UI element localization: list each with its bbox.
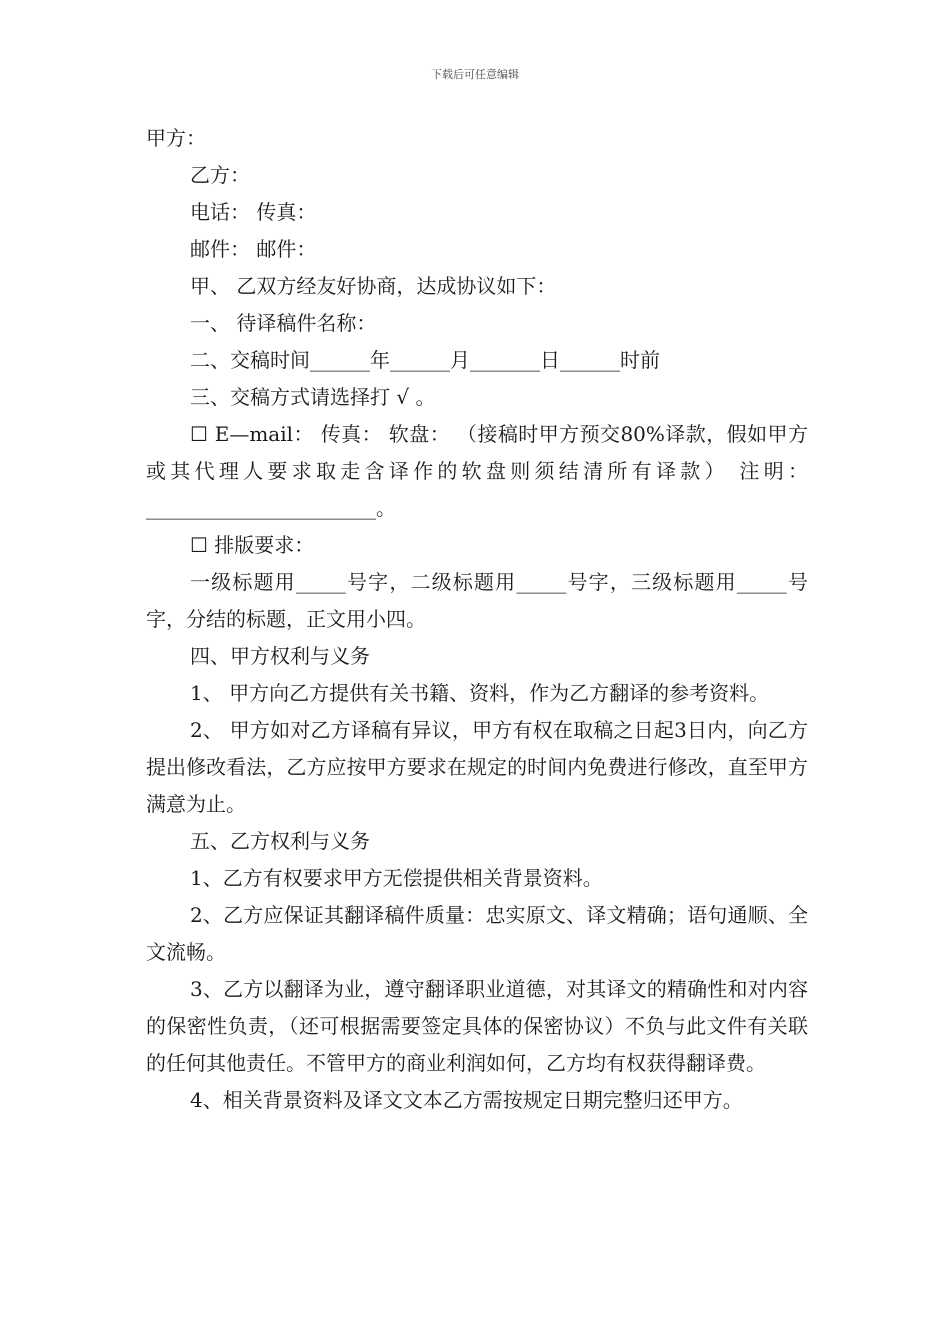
paragraph-item-2: 二、交稿时间______年______月_______日______时前	[190, 348, 660, 372]
paragraph-intro: 甲、 乙双方经友好协商，达成协议如下：	[190, 274, 557, 298]
document-body	[146, 120, 808, 1119]
paragraph-heading-sizes: 一级标题用_____号字，二级标题用_____号字，三级标题用_____号字，分结的标题，正文用小四。	[146, 570, 808, 631]
paragraph-item-3: 三、交稿方式请选择打 √ 。	[190, 385, 436, 409]
paragraph-delivery-options: ☐ E—mail： 传真： 软盘： （接稿时甲方预交80%译款，假如甲方或其代理人要求取走含译作的软盘则须结清所有译款） 注明：_______________________。	[146, 422, 808, 520]
paragraph-s4-1: 1、 甲方向乙方提供有关书籍、资料，作为乙方翻译的参考资料。	[190, 681, 770, 705]
paragraph-layout-req: ☐ 排版要求：	[190, 533, 315, 557]
paragraph-section-4: 四、甲方权利与义务	[190, 644, 370, 668]
page-header: 下载后可任意编辑	[431, 68, 519, 81]
paragraph-s5-4: 4、相关背景资料及译文文本乙方需按规定日期完整归还甲方。	[190, 1088, 743, 1112]
paragraph-item-1: 一、 待译稿件名称：	[190, 311, 377, 335]
paragraph-s4-2: 2、 甲方如对乙方译稿有异议，甲方有权在取稿之日起3日内，向乙方提出修改看法，乙方应按甲方要求在规定的时间内免费进行修改，直至甲方满意为止。	[146, 718, 808, 816]
paragraph-mail: 邮件： 邮件：	[190, 237, 317, 261]
paragraph-s5-2: 2、乙方应保证其翻译稿件质量：忠实原文、译文精确；语句通顺、全文流畅。	[146, 903, 808, 964]
paragraph-phone-fax: 电话： 传真：	[190, 200, 317, 224]
paragraph-s5-3: 3、乙方以翻译为业，遵守翻译职业道德，对其译文的精确性和对内容的保密性负责，（还可根据需要签定具体的保密协议）不负与此文件有关联的任何其他责任。不管甲方的商业利润如何，乙方均有权获得翻译费。	[146, 977, 808, 1075]
paragraph-s5-1: 1、乙方有权要求甲方无偿提供相关背景资料。	[190, 866, 603, 890]
paragraph-party-b: 乙方：	[190, 163, 250, 187]
paragraph-section-5: 五、乙方权利与义务	[190, 829, 370, 853]
paragraph-party-a: 甲方：	[146, 126, 206, 150]
